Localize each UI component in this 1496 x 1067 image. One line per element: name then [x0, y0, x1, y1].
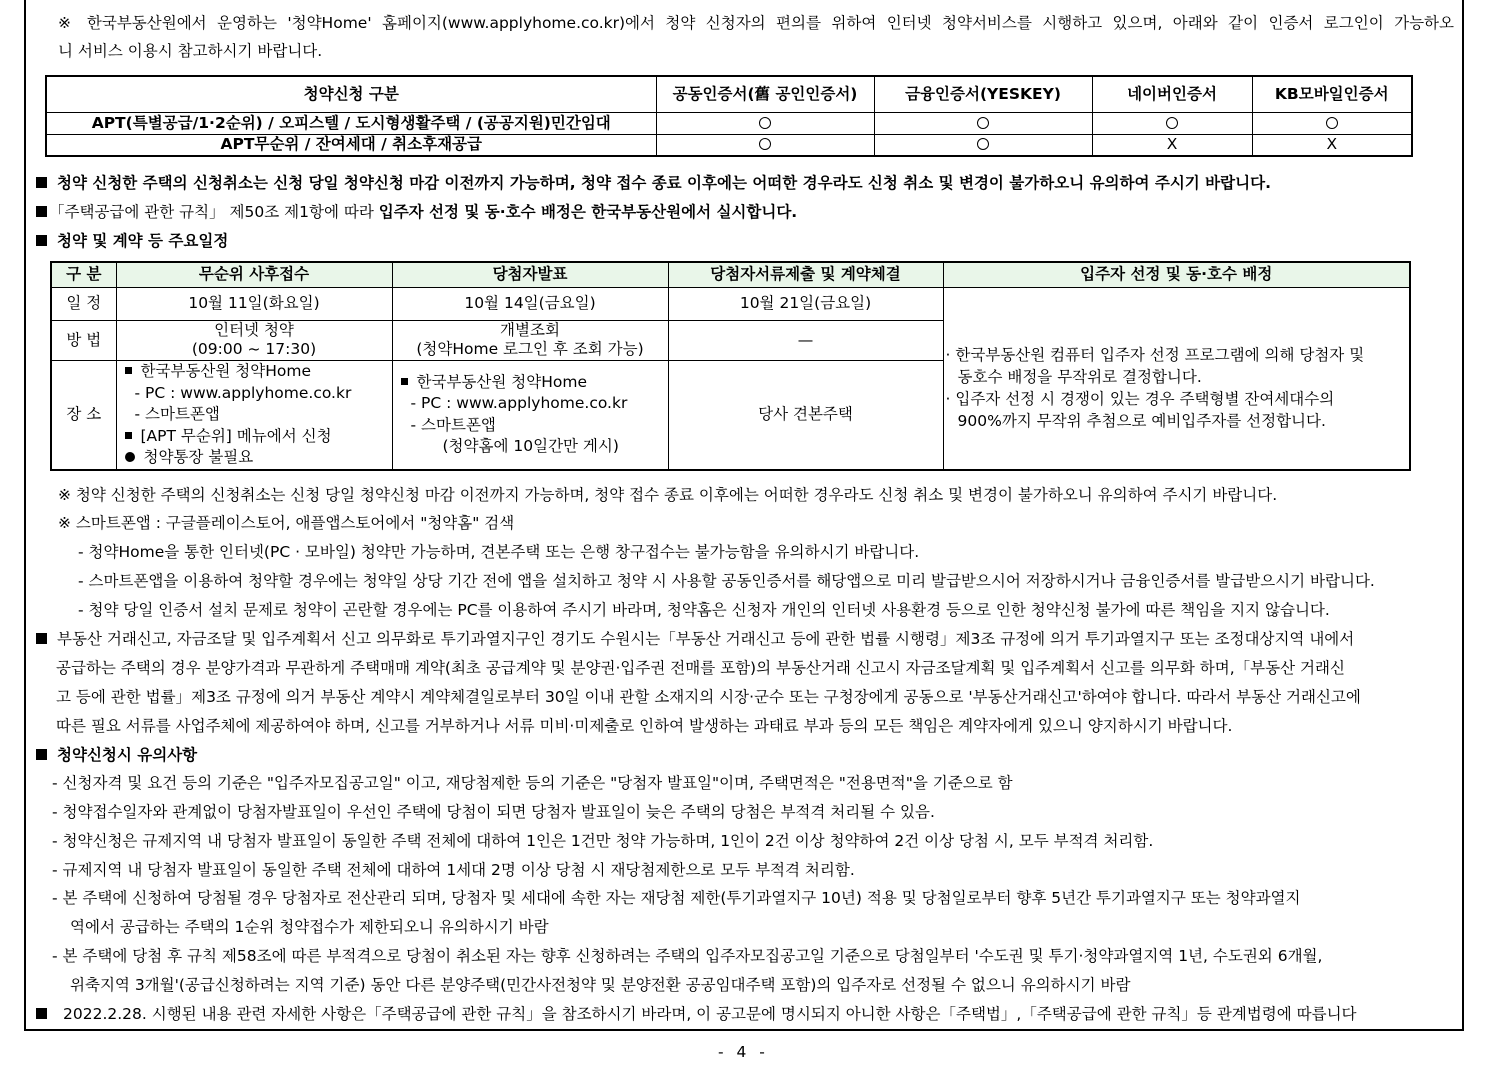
place-cell	[116, 360, 392, 470]
caution-line: - 청약신청은 규제지역 내 당첨자 발표일이 동일한 주택 전체에 대하여 1인은 1건만 청약 가능하며, 1인이 2건 이상 청약하여 2건 이상 당첨 시, 모두 부적격 처리함.	[52, 832, 1154, 850]
notice-cancel	[36, 171, 1456, 193]
table-cell	[392, 320, 668, 360]
method-line: 인터넷 청약	[214, 321, 294, 340]
header-division: 구 분	[51, 262, 116, 287]
round-bullet-icon	[125, 452, 135, 462]
row-label: 일 정	[51, 287, 116, 320]
assignment-line: 900%까지 무작위 추첨으로 예비입주자를 선정합니다.	[957, 412, 1326, 431]
header-financial-cert: 금융인증서(YESKEY)	[874, 76, 1092, 112]
circle-icon	[977, 138, 989, 150]
row-label: APT(특별공급/1·2순위) / 오피스텔 / 도시형생활주택 / (공공지원)민간임대	[46, 112, 656, 134]
final-notice	[36, 1002, 1458, 1024]
schedule-table	[50, 261, 1411, 471]
place-line: (청약홈에 10일간만 게시)	[442, 437, 619, 456]
square-bullet-icon	[36, 177, 47, 188]
caution-line: - 본 주택에 당첨 후 규칙 제58조에 따른 부적격으로 당첨이 취소된 자는 향후 신청하려는 주택의 입주자모집공고일 기준으로 당첨일부터 '수도권 및 투기·청약과열지역 1년, 수도권외 6개월,	[52, 947, 1323, 965]
circle-icon	[759, 117, 771, 129]
header-application: 무순위 사후접수	[116, 262, 392, 287]
square-bullet-icon	[36, 206, 47, 217]
table-cell: X	[1252, 134, 1412, 156]
notice-cancel-text: 청약 신청한 주택의 신청취소는 신청 당일 청약신청 마감 이전까지 가능하며, 청약 접수 종료 이후에는 어떠한 경우라도 신청 취소 및 변경이 불가하오니 유의하여 주시기 바랍니다.	[57, 174, 1271, 192]
header-joint-cert: 공동인증서(舊 공인인증서)	[656, 76, 874, 112]
row-label: 방 법	[51, 320, 116, 360]
caution-line: 역에서 공급하는 주택의 1순위 청약접수가 제한되오니 유의하시기 바람	[70, 918, 549, 936]
remark-line: - 청약Home을 통한 인터넷(PC · 모바일) 청약만 가능하며, 견본주택 또는 은행 창구접수는 불가능함을 유의하시기 바랍니다.	[78, 543, 920, 561]
assignment-line: · 한국부동산원 컴퓨터 입주자 선정 프로그램에 의해 당첨자 및	[945, 346, 1365, 365]
place-line: - 스마트폰앱	[134, 405, 220, 423]
method-line: 개별조회	[500, 321, 560, 340]
header-contract: 당첨자서류제출 및 계약체결	[668, 262, 943, 287]
caution-line: - 청약접수일자와 관계없이 당첨자발표일이 우선인 주택에 당첨이 되면 당첨자 발표일이 늦은 주택의 당첨은 부적격 처리될 수 있음.	[52, 803, 935, 821]
circle-icon	[977, 117, 989, 129]
table-cell	[116, 320, 392, 360]
table-cell: 당사 견본주택	[668, 360, 943, 470]
certificate-table	[45, 75, 1413, 157]
schedule-table-header	[51, 262, 1410, 287]
header-kb-cert: KB모바일인증서	[1252, 76, 1412, 112]
realestate-line-1	[36, 627, 1456, 649]
table-cell: 10월 11일(화요일)	[116, 287, 392, 320]
method-line: (청약Home 로그인 후 조회 가능)	[416, 340, 644, 358]
header-naver-cert: 네이버인증서	[1092, 76, 1252, 112]
table-cell: 10월 21일(금요일)	[668, 287, 943, 320]
table-row	[51, 287, 1410, 320]
table-cell: X	[1092, 134, 1252, 156]
remark-line: ※ 청약 신청한 주택의 신청취소는 신청 당일 청약신청 마감 이전까지 가능하며, 청약 접수 종료 이후에는 어떠한 경우라도 신청 취소 및 변경이 불가하오니 유의하여 주시기 바랍니다.	[58, 486, 1278, 504]
table-cell: 10월 14일(금요일)	[392, 287, 668, 320]
final-notice-text: 2022.2.28. 시행된 내용 관련 자세한 사항은「주택공급에 관한 규칙」을 참조하시기 바라며, 이 공고문에 명시되지 아니한 사항은「주택법」,「주택공급에 관한 규칙」등 관계법령에 따릅니다	[63, 1005, 1357, 1023]
remark-line: ※ 스마트폰앱 : 구글플레이스토어, 애플앱스토어에서 "청약홈" 검색	[58, 514, 515, 532]
remark-line: - 스마트폰앱을 이용하여 청약할 경우에는 청약일 상당 기간 전에 앱을 설치하고 청약 시 사용할 공동인증서를 해당앱으로 미리 발급받으시어 저장하시거나 금융인증서를 발급받으시기 바랍니다.	[78, 572, 1375, 590]
realestate-line: 공급하는 주택의 경우 분양가격과 무관하게 주택매매 계약(최초 공급계약 및 분양권·입주권 전매를 포함)의 부동산거래 신고시 자금조달계획 및 입주계획서 신고를 의무화 하며,「부동산 거래신	[56, 659, 1345, 677]
schedule-heading	[36, 229, 228, 251]
assignment-line: 동호수 배정을 무작위로 결정합니다.	[957, 368, 1202, 387]
table-cell	[874, 112, 1092, 134]
table-cell: —	[668, 320, 943, 360]
intro-line-1: ※ 한국부동산원에서 운영하는 '청약Home' 홈페이지(www.applyhome.co.kr)에서 청약 신청자의 편의를 위하여 인터넷 청약서비스를 시행하고 있으며, 아래와 같이 인증서 로그인이 가능하오	[58, 14, 1454, 32]
place-line: 한국부동산원 청약Home	[416, 372, 587, 391]
caution-line: 위축지역 3개월'(공급신청하려는 지역 기준) 동안 다른 분양주택(민간사전청약 및 분양전환 공공임대주택 포함)의 입주자로 선정될 수 없으니 유의하시기 바람	[70, 976, 1131, 994]
place-line: - 스마트폰앱	[410, 415, 496, 434]
realestate-line: 따른 필요 서류를 사업주체에 제공하여야 하며, 신고를 거부하거나 서류 미비·미제출로 인하여 발생하는 과태료 부과 등의 모든 책임은 계약자에게 있으니 양지하시기 바랍니다.	[56, 717, 1233, 735]
header-category: 청약신청 구분	[46, 76, 656, 112]
place-line: - PC : www.applyhome.co.kr	[410, 394, 628, 413]
notice-rule-text: 「주택공급에 관한 규칙」 제50조 제1항에 따라	[49, 203, 379, 221]
square-bullet-icon	[36, 633, 47, 644]
place-cell	[392, 360, 668, 470]
square-bullet-icon	[125, 432, 132, 439]
circle-icon	[759, 138, 771, 150]
table-cell	[1252, 112, 1412, 134]
square-bullet-icon	[36, 1008, 47, 1019]
place-line: - PC : www.applyhome.co.kr	[134, 383, 352, 402]
caution-line: - 규제지역 내 당첨자 발표일이 동일한 주택 전체에 대하여 1세대 2명 이상 당첨 시 재당첨제한으로 모두 부적격 처리함.	[52, 861, 855, 879]
cautions-title: 청약신청시 유의사항	[57, 746, 198, 764]
table-cell	[874, 134, 1092, 156]
circle-icon	[1166, 117, 1178, 129]
cautions-heading	[36, 743, 197, 765]
intro-line-2: 니 서비스 이용시 참고하시기 바랍니다.	[58, 42, 323, 60]
caution-line: - 신청자격 및 요건 등의 기준은 "입주자모집공고일" 이고, 재당첨제한 등의 기준은 "당첨자 발표일"이며, 주택면적은 "전용면적"을 기준으로 함	[52, 774, 1013, 792]
schedule-heading-text: 청약 및 계약 등 주요일정	[57, 232, 229, 250]
page-number: - 4 -	[718, 1043, 769, 1061]
table-row	[46, 112, 1412, 134]
row-label: APT무순위 / 잔여세대 / 취소후재공급	[46, 134, 656, 156]
certificate-table-header	[46, 76, 1412, 112]
table-row	[46, 134, 1412, 156]
row-label: 장 소	[51, 360, 116, 470]
place-line: [APT 무순위] 메뉴에서 신청	[140, 426, 332, 445]
place-line: 한국부동산원 청약Home	[140, 362, 311, 380]
table-cell	[656, 112, 874, 134]
caution-line: - 본 주택에 신청하여 당첨될 경우 당첨자로 전산관리 되며, 당첨자 및 세대에 속한 자는 재당첨 제한(투기과열지구 10년) 적용 및 당첨일로부터 향후 5년간 투기과열지구 또는 청약과열지	[52, 889, 1301, 907]
table-cell	[1092, 112, 1252, 134]
place-line: 청약통장 불필요	[143, 448, 254, 466]
notice-rule-bold: 입주자 선정 및 동·호수 배정은 한국부동산원에서 실시합니다.	[378, 203, 798, 221]
square-bullet-icon	[401, 378, 408, 385]
realestate-line: 고 등에 관한 법률」제3조 규정에 의거 부동산 계약시 계약체결일로부터 30일 이내 관할 소재지의 시장·군수 또는 구청장에게 공동으로 '부동산거래신고'하여야 합니다. 따라서 부동산 거래신고에	[56, 688, 1361, 706]
header-announcement: 당첨자발표	[392, 262, 668, 287]
square-bullet-icon	[36, 749, 47, 760]
method-line: (09:00 ~ 17:30)	[191, 340, 317, 358]
header-assignment: 입주자 선정 및 동·호수 배정	[943, 262, 1410, 287]
remark-line: - 청약 당일 인증서 설치 문제로 청약이 곤란할 경우에는 PC를 이용하여 주시기 바라며, 청약홈은 신청자 개인의 인터넷 사용환경 등으로 인한 청약신청 불가에 따른 책임을 지지 않습니다.	[78, 601, 1330, 619]
assignment-line: · 입주자 선정 시 경쟁이 있는 경우 주택형별 잔여세대수의	[945, 390, 1335, 409]
circle-icon	[1326, 117, 1338, 129]
notice-rule	[36, 200, 797, 222]
square-bullet-icon	[36, 235, 47, 246]
realestate-text: 부동산 거래신고, 자금조달 및 입주계획서 신고 의무화로 투기과열지구인 경기도 수원시는「부동산 거래신고 등에 관한 법률 시행령」제3조 규정에 의거 투기과열지구 또는 조정대상지역 내에서	[57, 630, 1355, 648]
square-bullet-icon	[125, 367, 132, 374]
assignment-cell	[943, 287, 1410, 470]
table-cell	[656, 134, 874, 156]
